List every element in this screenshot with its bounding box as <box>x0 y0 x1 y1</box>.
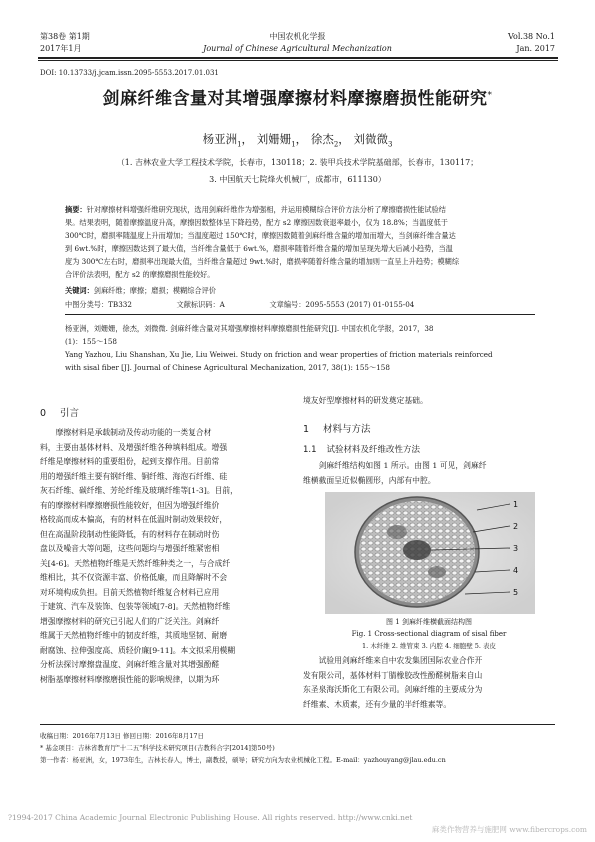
abstract: 摘要：针对摩擦材料增强纤维研究现状，选用剑麻纤维作为增强相，并运用模糊综合评价方法分析了摩擦磨损性能试验结 果。结果表明，随着摩擦温度升高，摩擦因数整体呈下降趋势，配方 s2 摩擦因数衰退率最小，仅为 18.8%；当温度低于 300℃时，磨损率随温度上升而增加；当温度超过 150℃时，摩擦因数随着剑麻纤维含量的增加而增大，当剑麻纤维含量达 到 6wt.%时，摩擦因数达到了最大值，当纤维含量低于 6wt.%，磨损率随着纤维含量的增加呈现先增大后减小趋势，当温 度为 300℃左右时，磨损率出现最大值，当纤维含量超过 9wt.%时，磨损率随着纤维含量的增加则一直呈上升趋势；模糊综 合评价法表明，配方 s2 的摩擦磨损性能较好。 <box>65 205 460 279</box>
site-watermark: 麻类作物营养与施肥网 www.fibercrops.com <box>431 825 587 834</box>
sisal-micrograph-image <box>325 492 535 614</box>
abstract-label: 摘要： <box>65 205 87 214</box>
figure-legend: 1. 木纤维 2. 维管束 3. 内腔 4. 细胞壁 5. 表皮 <box>361 642 497 650</box>
citation-block: 杨亚洲，刘姗姗，徐杰，刘微微. 剑麻纤维含量对其增强摩擦材料摩擦磨损性能研究[J]. 中国农机化学报，2017，38 (1)：155～158 Yang Yazhou, Liu Shanshan, Xu Jie, Liu Weiwei. Study on friction and wear properties of friction materials reinforced with sisal fiber [J]. Journal of Chinese Agricultural Mechanization, 2017, 38(1): 155～158 <box>65 324 493 372</box>
header-rule-thin <box>38 60 558 61</box>
figure-sisal-cross-section <box>325 492 535 614</box>
subsection-heading: 1.1 试验材料及纤维改性方法 <box>303 445 421 455</box>
figure-caption-cn: 图 1 剑麻纤维横截面结构图 <box>386 618 472 626</box>
introduction-paragraph: 摩擦材料是承载制动及传动功能的一类复合材 料，主要由基体材料、及增强纤维各种填料组成。增强 纤维是摩擦材料的重要组份，起到支撑作用。目前常 用的增强纤维主要有钢纤维、铜纤维、海泡石纤维、硅 灰石纤维、碳纤维、芳纶纤维及玻璃纤维等[1-3]。目前， 有的摩擦材料摩擦磨损性能较好，但因为增强纤维价 格较高而成本偏高，有的材料在低温时制动效果较好， 但在高温阶段制动性能降低，有的材料存在制动时伤 盘以及噪音大等问题，这些问题均与增强纤维紧密相 关[4-6]。天然植物纤维是天然纤维种类之一，与合成纤 维相比，其不仅资源丰富、价格低廉，而且降解时不会 对环境构成负担。目前天然植物纤维复合材料已应用 于建筑、汽车及装饰、包装等领域[7-8]。天然植物纤维 增强摩擦材料的研究已引起人们的广泛关注。剑麻纤 维属于天然植物纤维中的韧皮纤维，其质地坚韧、耐磨 耐腐蚀、拉伸强度高、质轻价廉[9-11]。本文拟采用模糊 分析法探讨摩擦盘温度、剑麻纤维含量对其增强酚醛 树脂基摩擦材料摩擦磨损性能的影响规律，以期为环 <box>40 428 238 684</box>
keywords: 关键词：剑麻纤维；摩擦；磨损；模糊综合评价 <box>65 286 216 295</box>
abstract-rule <box>65 314 535 315</box>
section-heading-introduction: 0 引言 <box>40 408 80 419</box>
methods-paragraph-2: 试验用剑麻纤维来自中农发集团国际农业合作开 发有限公司，基体材料丁腈橡胶改性酚醛树脂来自山 东圣泉海沃斯化工有限公司。剑麻纤维的主要成分为 纤维素、木质素，还有少量的半纤维素等。 <box>303 656 483 709</box>
header-date-en: Jan. 2017 <box>516 44 555 53</box>
figure-label: 1 <box>513 500 519 509</box>
author: 杨亚洲$_1$ <box>202 132 242 149</box>
copyright-watermark: ?1994-2017 China Academic Journal Electronic Publishing House. All rights reserved. http://www.cnki.net <box>8 813 413 822</box>
paper-title: 剑麻纤维含量对其增强摩擦材料摩擦磨损性能研究* <box>102 89 493 109</box>
header-journal-en: Journal of Chinese Agricultural Mechanization <box>203 44 392 53</box>
footnote: 第一作者：杨亚洲，女，1973年生，吉林长春人，博士，副教授，硕导；研究方向为农业机械化工程。E-mail：yazhouyang@jlau.edu.cn <box>40 756 446 764</box>
header-volume-en: Vol.38 No.1 <box>508 32 555 41</box>
header-rule <box>38 57 558 59</box>
continued-line: 境友好型摩擦材料的研发奠定基础。 <box>303 396 428 405</box>
figure-label: 5 <box>513 588 519 597</box>
affiliation-line: 3. 中国航天七院烽火机械厂，成都市，611130） <box>209 175 386 184</box>
footnote: * 基金项目：吉林省教育厅"十二五"科学技术研究项目(吉教科合字[2014]第50号) <box>40 744 275 752</box>
footnote: 收稿日期：2016年7月13日 修回日期：2016年8月17日 <box>40 732 204 740</box>
affiliation-line: （1. 吉林农业大学工程技术学院，长春市，130118；2. 装甲兵技术学院基础部，长春市，130117； <box>116 158 479 167</box>
title-footnote-mark: * <box>487 90 493 101</box>
figure-label: 3 <box>513 544 519 553</box>
section-heading-methods: 1 材料与方法 <box>303 424 371 435</box>
header-date-cn: 2017年1月 <box>40 44 82 53</box>
header-journal-cn: 中国农机化学报 <box>269 32 326 41</box>
author: 刘姗姗$_1$ <box>256 132 296 149</box>
author: 刘微微$_3$ <box>353 132 393 149</box>
classification: 中图分类号：TB332 文献标识码：A 文章编号：2095-5553 (2017) 01-0155-04 <box>65 300 415 309</box>
author-list: 杨亚洲$_1$， 刘姗姗$_1$， 徐杰$_2$， 刘微微$_3$ <box>202 132 393 149</box>
header-volume-cn: 第38卷 第1期 <box>40 32 90 41</box>
methods-paragraph-1: 剑麻纤维结构如图 1 所示。由图 1 可见，剑麻纤 维横截面呈近似椭圆形，内部有中腔。 <box>303 461 487 485</box>
author: 徐杰$_2$ <box>310 132 339 149</box>
doi: DOI: 10.13733/j.jcam.issn.2095-5553.2017.01.031 <box>40 69 219 77</box>
figure-label: 2 <box>513 522 519 531</box>
figure-label: 4 <box>513 566 519 575</box>
footnote-rule <box>40 724 555 725</box>
figure-caption-en: Fig. 1 Cross-sectional diagram of sisal fiber <box>351 630 507 638</box>
